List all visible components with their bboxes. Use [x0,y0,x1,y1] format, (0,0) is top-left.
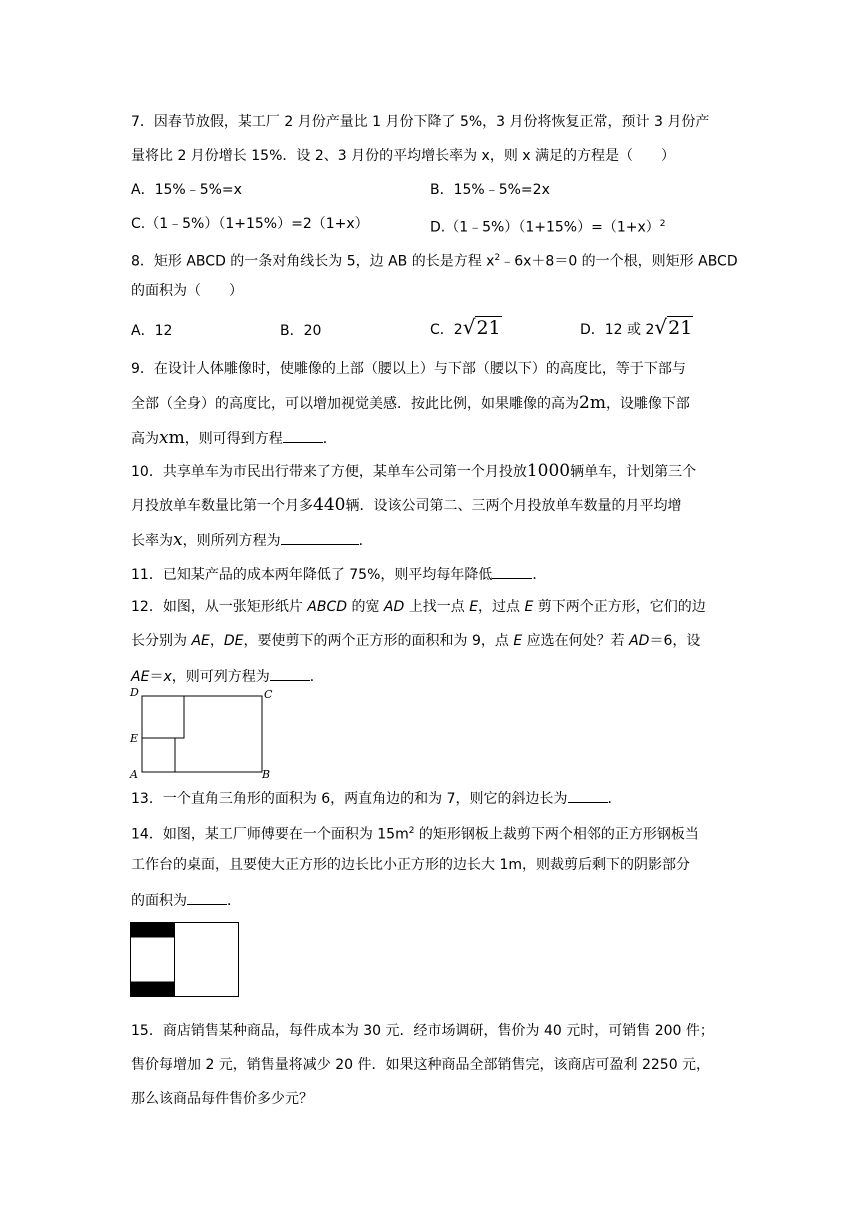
q10-line-2-b: 辆．设该公司第二、三两个月投放单车数量的月平均增 [345,498,682,514]
q8-option-c-text: C．2 [430,322,463,338]
q14-line-1-exponent: 2 [408,826,415,836]
q12-label-a: A [130,768,138,781]
q15-line-3: 那么该商品每件售价多少元？ [131,1091,313,1107]
q12-l3-c: ，则可列方程为 [171,669,270,685]
q7-option-a: A．15%﹣5%=x [131,182,242,198]
q14-answer-blank [187,888,227,905]
q14-shaded-bottom [131,982,175,997]
q9-line-3-b: ，则可得到方程 [184,431,283,447]
q14-line-1-a: 14．如图，某工厂师傅要在一个面积为 15m [131,826,409,843]
q10-line-3-a: 长率为 [131,533,173,549]
q11-end: ． [532,567,547,583]
q13-end: ． [607,791,622,807]
q9-var-x: x [159,428,169,448]
q10-line-2-a: 月投放单车数量比第一个月多 [131,498,313,514]
q12-answer-blank [270,664,310,681]
q9-line-2 [131,392,690,415]
q14-small-square [132,938,174,982]
q8-option-a: A．12 [131,323,173,339]
q12-l2-ad: AD [629,633,650,649]
q7-option-c: C.（1﹣5%）（1+15%）=2（1+x） [131,216,369,232]
q12-label-b: B [262,768,271,781]
sqrt-21-c: √21 [462,315,501,339]
q8-option-d-text: D．12 或 2 [580,322,655,338]
q15-line-2: 售价每增加 2 元，销售量将减少 20 件．如果这种商品全部销售完，该商店可盈利 2250 元， [131,1057,711,1073]
q13-answer-blank [568,786,608,803]
q12-l1-f: 剪下两个正方形，它们的边 [533,599,706,615]
q12-l2-e: E [513,633,523,649]
q9-line-3 [131,426,337,450]
q8-option-b: B．20 [280,323,322,339]
q12-l2-c: ，要使剪下的两个正方形的面积和为 9，点 [243,633,514,649]
q13-line [131,786,622,810]
sqrt-21-d: √21 [654,315,693,339]
q11-text: 11．已知某产品的成本两年降低了 75%，则平均每年降低 [131,567,493,583]
q12-l3-d: ． [309,669,324,685]
q12-l2-e2: ＝6，设 [649,633,701,649]
q7-line-1: 7．因春节放假，某工厂 2 月份产量比 1 月份下降了 5%，3 月份将恢复正常，预计 3 月份产 [131,114,710,130]
q12-line-2 [131,630,700,652]
q10-line-3-c: ． [358,533,373,549]
q10-var-x: x [173,530,183,550]
q8-option-d-radicand: 21 [668,317,693,339]
q10-answer-blank [281,528,359,545]
q9-answer-blank [283,426,323,443]
q8-line-1-b: ﹣6x＋8＝0 的一个根，则矩形 ABCD [500,253,738,270]
q12-outer-rectangle [142,696,262,772]
q9-height-value: 2m [579,393,606,413]
q9-line-2-a: 全部（全身）的高度比，可以增加视觉美感．按此比例，如果雕像的高为 [131,396,579,412]
q12-line-1 [131,596,706,618]
q13-text: 13．一个直角三角形的面积为 6，两直角边的和为 7，则它的斜边长为 [131,791,568,807]
q10-line-1-a: 10．共享单车为市民出行带来了方便，某单车公司第一个月投放 [131,464,527,480]
q11-answer-blank [492,562,532,579]
q10-line-1-b: 辆单车，计划第三个 [570,464,697,480]
q14-line-1-b: 的矩形钢板上裁剪下两个相邻的正方形钢板当 [414,826,699,843]
q12-l2-ae: AE [191,633,210,649]
q12-l1-c: 上找一点 [404,599,470,615]
q14-line-3 [131,888,241,912]
q12-l1-e: E [469,599,479,615]
q12-small-square [142,738,175,772]
q12-l3-ae: AE [131,669,150,685]
q12-l2-a: 长分别为 [131,633,192,649]
q9-line-1: 9．在设计人体雕像时，使雕像的上部（腰以上）与下部（腰以下）的高度比，等于下部与 [131,361,686,377]
q7-line-2: 量将比 2 月份增长 15%．设 2、3 月份的平均增长率为 x，则 x 满足的方程是（ ） [131,148,676,164]
q12-large-square [142,696,184,738]
q10-value-440: 440 [313,495,346,515]
q8-line-2: 的面积为（ ） [131,283,243,299]
q14-steel-plate-figure [130,922,242,998]
q12-l2-b: ， [209,633,224,649]
q14-line-3-end: ． [227,893,241,909]
q14-line-3-text: 的面积为 [131,893,187,909]
q8-option-c [430,316,502,341]
q14-line-2: 工作台的桌面，且要使大正方形的边长比小正方形的边长大 1m，则裁剪后剩下的阴影部分 [131,857,690,873]
q12-l1-ad: AD [383,599,405,615]
q9-line-3-a: 高为 [131,431,159,447]
q10-line-3 [131,528,373,552]
q12-l3-b: ＝ [149,669,164,685]
q12-l1-a: 12．如图，从一张矩形纸片 [131,599,308,615]
q12-l1-d: ，过点 [478,599,525,615]
q7-option-d-text: D.（1﹣5%）（1+15%）=（1+x） [430,219,660,236]
q8-option-c-radicand: 21 [476,317,501,339]
q10-line-3-b: ，则所列方程为 [182,533,281,549]
q9-line-2-b: ，设雕像下部 [605,396,690,412]
q8-option-d [580,316,693,341]
q12-l1-abcd: ABCD [307,599,348,615]
q12-label-c: C [264,688,273,701]
q9-line-3-c: ． [322,431,337,447]
q9-unit-m: m [168,428,185,448]
q14-shaded-top [131,923,175,938]
q12-label-d: D [130,686,139,699]
q12-line-3 [131,664,324,688]
q7-option-d [430,213,666,239]
q12-l3-x: x [163,669,172,685]
q10-line-1 [131,460,696,483]
q12-label-e: E [130,732,139,745]
q8-line-1-a: 8．矩形 ABCD 的一条对角线长为 5，边 AB 的长是方程 x [131,253,495,270]
q11-line [131,562,546,586]
q8-line-1 [131,247,738,273]
q12-l1-e2: E [524,599,534,615]
q12-l1-b: 的宽 [347,599,384,615]
q10-line-2 [131,494,681,517]
q7-option-b: B．15%﹣5%=2x [430,182,550,198]
q12-rectangle-figure [128,686,278,782]
q10-value-1000: 1000 [526,461,571,481]
q12-l2-d: 应选在何处？若 [522,633,630,649]
q12-l2-de: DE [223,633,244,649]
q7-option-d-exponent: 2 [659,219,666,229]
q8-line-1-exponent: 2 [494,253,501,263]
q15-line-1: 15．商店销售某种商品，每件成本为 30 元．经市场调研，售价为 40 元时，可销售 200 件； [131,1023,714,1039]
q14-line-1 [131,820,699,846]
